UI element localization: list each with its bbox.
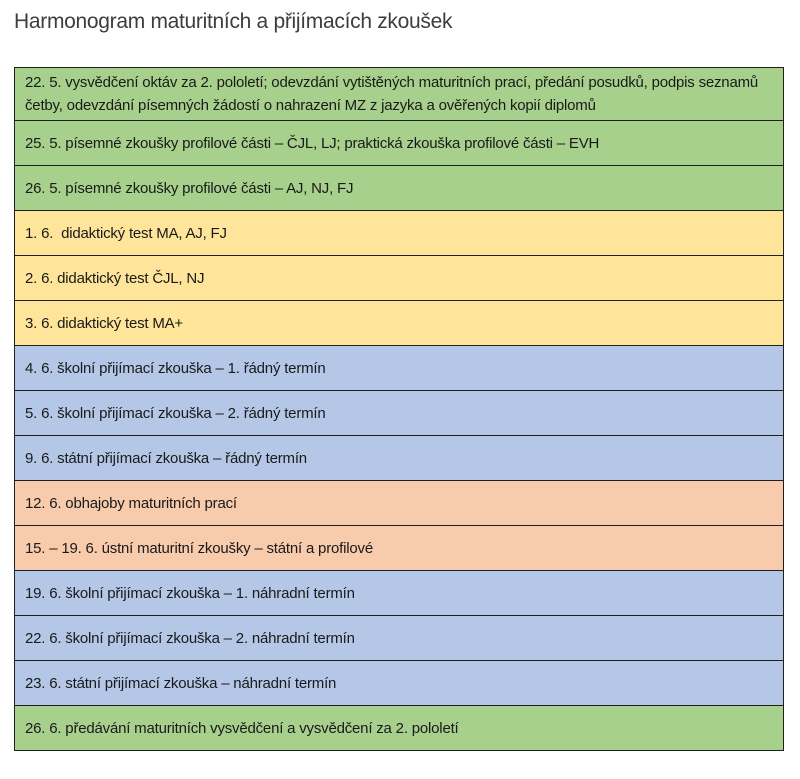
schedule-table xyxy=(14,67,784,751)
table-row: 22. 6. školní přijímací zkouška – 2. náhradní termín xyxy=(15,615,783,660)
table-row: 5. 6. školní přijímací zkouška – 2. řádný termín xyxy=(15,390,783,435)
table-row: 25. 5. písemné zkoušky profilové části – ČJL, LJ; praktická zkouška profilové části – EVH xyxy=(15,120,783,165)
table-row: 9. 6. státní přijímací zkouška – řádný termín xyxy=(15,435,783,480)
page-title: Harmonogram maturitních a přijímacích zkoušek xyxy=(14,10,453,33)
table-row: 1. 6. didaktický test MA, AJ, FJ xyxy=(15,210,783,255)
table-row: 23. 6. státní přijímací zkouška – náhradní termín xyxy=(15,660,783,705)
table-row: 19. 6. školní přijímací zkouška – 1. náhradní termín xyxy=(15,570,783,615)
table-row: 4. 6. školní přijímací zkouška – 1. řádný termín xyxy=(15,345,783,390)
table-row: 15. – 19. 6. ústní maturitní zkoušky – státní a profilové xyxy=(15,525,783,570)
table-row: 2. 6. didaktický test ČJL, NJ xyxy=(15,255,783,300)
table-row: 3. 6. didaktický test MA+ xyxy=(15,300,783,345)
table-row: 22. 5. vysvědčení oktáv za 2. pololetí; odevzdání vytištěných maturitních prací, předání posudků, podpis seznamů četby, odevzdání písemných žádostí o nahrazení MZ z jazyka a ověřených kopií diplomů xyxy=(15,68,783,120)
table-row: 26. 6. předávání maturitních vysvědčení a vysvědčení za 2. pololetí xyxy=(15,705,783,750)
table-row: 12. 6. obhajoby maturitních prací xyxy=(15,480,783,525)
table-row: 26. 5. písemné zkoušky profilové části – AJ, NJ, FJ xyxy=(15,165,783,210)
